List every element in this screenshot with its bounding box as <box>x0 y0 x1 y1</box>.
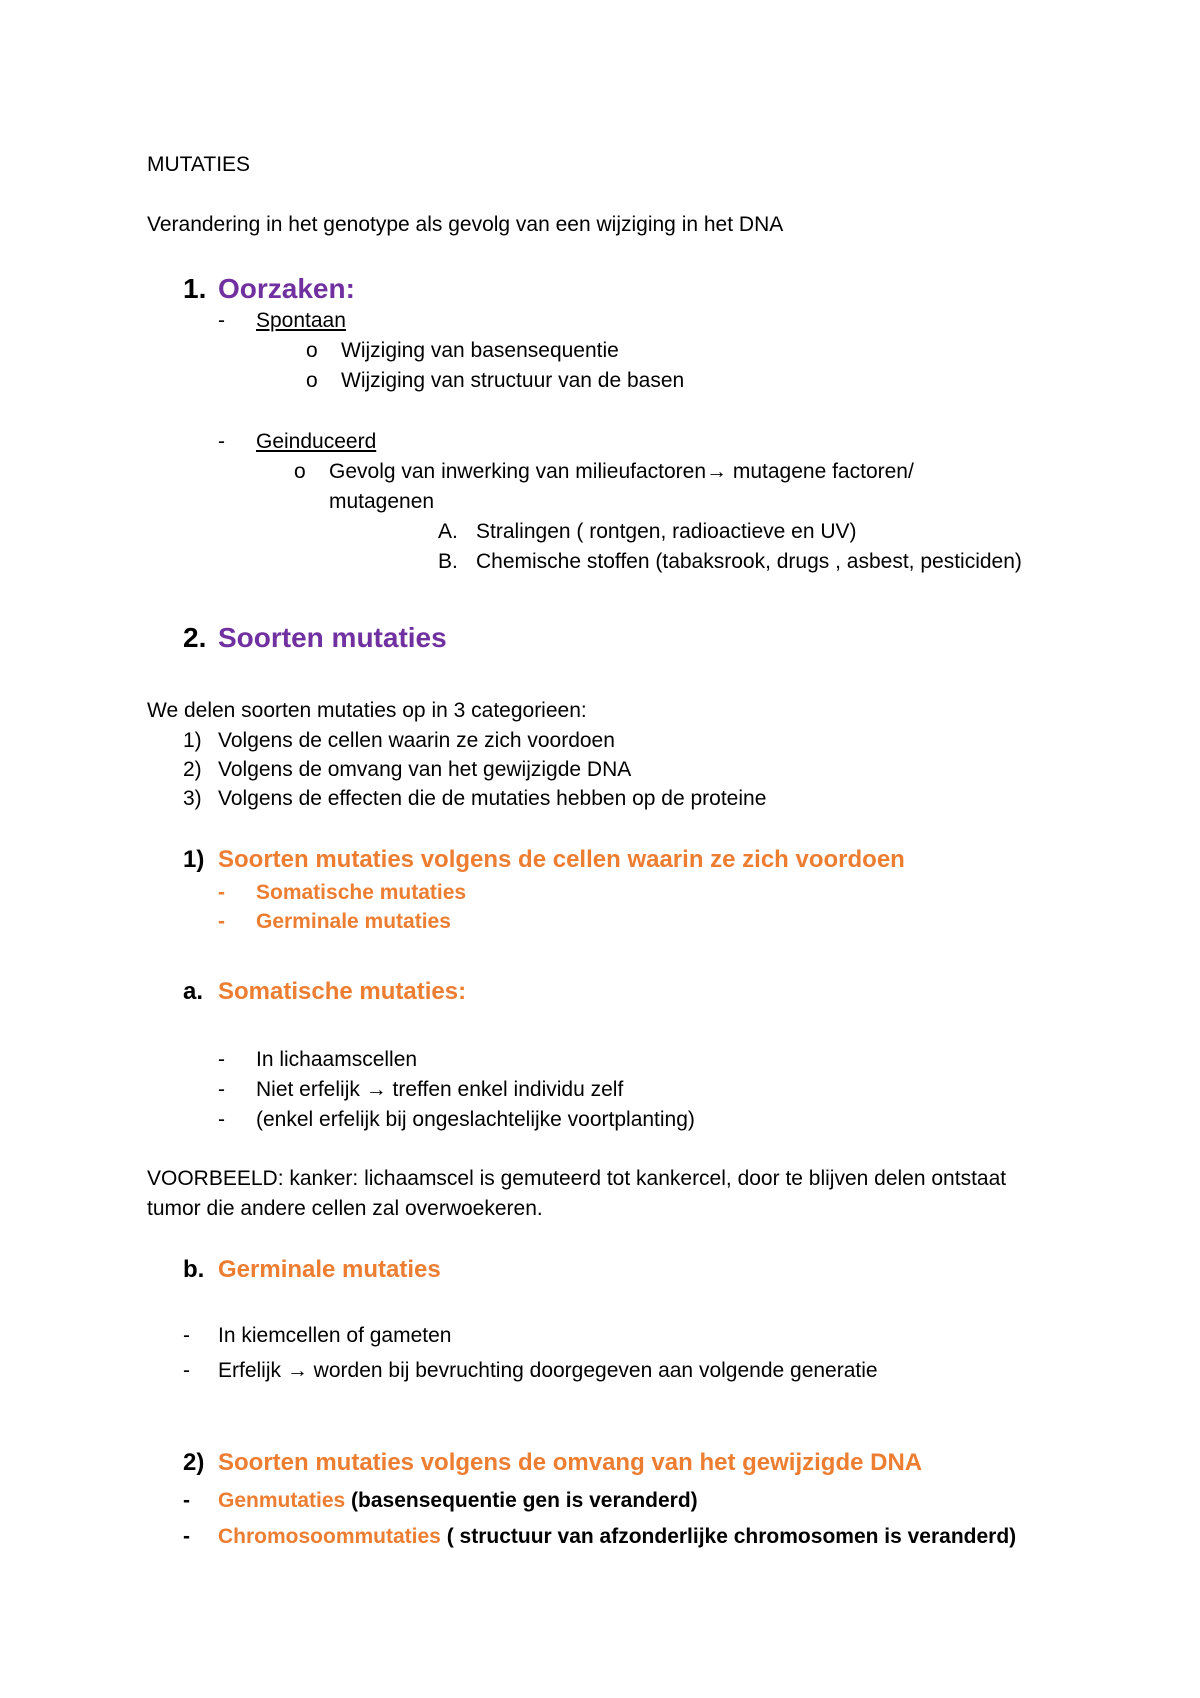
list-bullet: - <box>183 1525 190 1548</box>
chromosoommutaties-term: Chromosoommutaties <box>218 1525 441 1548</box>
document-title: MUTATIES <box>147 153 251 176</box>
example-text-continued: tumor die andere cellen zal overwoekeren. <box>147 1197 543 1220</box>
list-bullet: - <box>218 309 225 332</box>
list-item: Volgens de cellen waarin ze zich voordoen <box>218 729 615 752</box>
list-bullet: - <box>218 430 225 453</box>
list-item <box>218 1488 698 1513</box>
list-bullet: - <box>218 910 225 933</box>
subsection-1-heading: Soorten mutaties volgens de cellen waarin ze zich voordoen <box>218 846 905 873</box>
list-marker: 3) <box>183 787 202 810</box>
section-2-number: 2. <box>183 622 207 653</box>
list-bullet: - <box>183 1489 190 1512</box>
list-bullet: - <box>218 1048 225 1071</box>
example-text: VOORBEELD: kanker: lichaamscel is gemuteerd tot kankercel, door te blijven delen ontstaat <box>147 1167 1007 1190</box>
list-item: Chemische stoffen (tabaksrook, drugs , asbest, pesticiden) <box>476 550 1022 573</box>
list-item: (enkel erfelijk bij ongeslachtelijke voortplanting) <box>256 1108 695 1131</box>
list-item: Erfelijk → worden bij bevruchting doorgegeven aan volgende generatie <box>218 1359 878 1382</box>
list-item-continued: mutagenen <box>329 490 435 513</box>
list-item <box>218 1524 1016 1549</box>
list-item: Volgens de omvang van het gewijzigde DNA <box>218 758 632 781</box>
list-marker: o <box>306 339 318 362</box>
list-item: Niet erfelijk → treffen enkel individu zelf <box>256 1078 624 1101</box>
chromosoommutaties-description: ( structuur van afzonderlijke chromosomen is veranderd) <box>440 1525 1017 1548</box>
section-1-heading: Oorzaken: <box>218 273 355 304</box>
list-item: Germinale mutaties <box>256 910 451 933</box>
list-bullet: - <box>183 1359 190 1382</box>
list-item: In kiemcellen of gameten <box>218 1324 452 1347</box>
list-bullet: - <box>218 1078 225 1101</box>
subsection-2-number: 2) <box>183 1449 205 1476</box>
list-marker: o <box>294 460 306 483</box>
definition-text: Verandering in het genotype als gevolg van een wijziging in het DNA <box>147 213 784 236</box>
somatic-letter: a. <box>183 978 204 1005</box>
list-bullet: - <box>183 1324 190 1347</box>
subsection-2-heading: Soorten mutaties volgens de omvang van het gewijzigde DNA <box>218 1449 923 1476</box>
subsection-1-number: 1) <box>183 846 205 873</box>
list-item: Stralingen ( rontgen, radioactieve en UV) <box>476 520 857 543</box>
section-1-number: 1. <box>183 273 207 304</box>
list-bullet: - <box>218 881 225 904</box>
germinal-heading: Germinale mutaties <box>218 1256 441 1283</box>
list-item: Somatische mutaties <box>256 881 467 904</box>
list-item: Volgens de effecten die de mutaties hebben op de proteine <box>218 787 767 810</box>
list-marker: o <box>306 369 318 392</box>
genmutaties-description: (basensequentie gen is veranderd) <box>345 1489 698 1512</box>
spontaan-label: Spontaan <box>256 309 346 332</box>
list-item: Wijziging van basensequentie <box>341 339 619 362</box>
section-2-heading: Soorten mutaties <box>218 622 447 653</box>
list-marker: 2) <box>183 758 202 781</box>
germinal-letter: b. <box>183 1256 205 1283</box>
list-marker: A. <box>438 520 458 543</box>
list-bullet: - <box>218 1108 225 1131</box>
list-item: Gevolg van inwerking van milieufactoren→ mutagene factoren/ <box>329 460 914 483</box>
list-item: In lichaamscellen <box>256 1048 418 1071</box>
geinduceerd-label: Geinduceerd <box>256 430 377 453</box>
somatic-heading: Somatische mutaties: <box>218 978 467 1005</box>
list-marker: B. <box>438 550 458 573</box>
genmutaties-term: Genmutaties <box>218 1489 346 1512</box>
list-item: Wijziging van structuur van de basen <box>341 369 685 392</box>
categories-intro: We delen soorten mutaties op in 3 categorieen: <box>147 699 587 722</box>
list-marker: 1) <box>183 729 202 752</box>
